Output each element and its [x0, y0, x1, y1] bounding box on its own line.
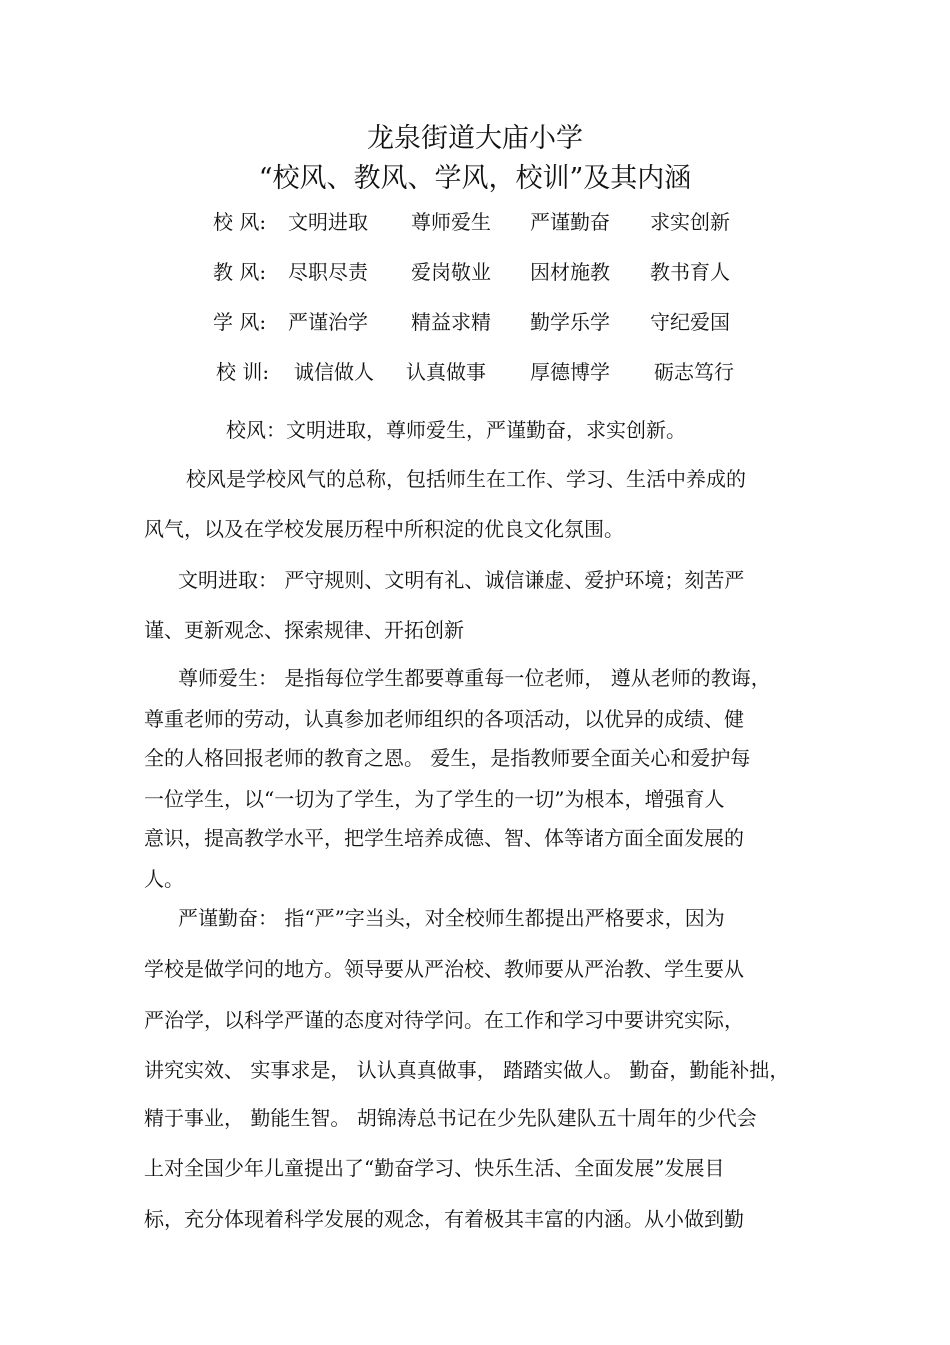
body-line: 标，充分体现着科学发展的观念，有着极其丰富的内涵。从小做到勤 [144, 1207, 744, 1231]
motto-item: 尽职尽责 [288, 260, 368, 284]
body-line: 谨、更新观念、探索规律、开拓创新 [144, 618, 464, 642]
motto-item: 严谨勤奋 [530, 210, 610, 234]
school-name-title: 龙泉街道大庙小学 [367, 123, 583, 154]
body-line: 全的人格回报老师的教育之恩。 爱生，是指教师要全面关心和爱护每 [144, 746, 751, 770]
motto-item: 守纪爱国 [650, 310, 730, 334]
motto-item: 文明进取 [288, 210, 368, 234]
body-line: 校风是学校风气的总称，包括师生在工作、学习、生活中养成的 [186, 467, 746, 491]
motto-item: 因材施教 [530, 260, 610, 284]
body-line: 严谨勤奋： 指“严”字当头，对全校师生都提出严格要求，因为 [178, 906, 725, 930]
body-line: 严治学，以科学严谨的态度对待学问。在工作和学习中要讲究实际， [144, 1008, 744, 1032]
motto-label: 教 风: [213, 260, 267, 284]
motto-label: 学 风: [213, 310, 267, 334]
motto-item: 尊师爱生 [411, 210, 491, 234]
motto-label: 校 训: [216, 360, 270, 384]
motto-item: 诚信做人 [294, 360, 374, 384]
body-line: 学校是做学问的地方。领导要从严治校、教师要从严治教、学生要从 [144, 957, 744, 981]
body-line: 讲究实效、 实事求是， 认认真真做事， 踏踏实做人。 勤奋，勤能补拙， [144, 1058, 790, 1082]
motto-item: 厚德博学 [530, 360, 610, 384]
summary-line: 校风：文明进取，尊师爱生，严谨勤奋，求实创新。 [226, 418, 686, 442]
body-line: 风气，以及在学校发展历程中所积淀的优良文化氛围。 [144, 517, 624, 541]
motto-item: 精益求精 [411, 310, 491, 334]
motto-label: 校 风: [213, 210, 267, 234]
motto-item: 教书育人 [650, 260, 730, 284]
body-line: 意识，提高教学水平，把学生培养成德、智、体等诸方面全面发展的 [144, 826, 744, 850]
motto-item: 勤学乐学 [530, 310, 610, 334]
body-line: 尊重老师的劳动，认真参加老师组织的各项活动，以优异的成绩、健 [144, 707, 744, 731]
body-line: 上对全国少年儿童提出了“勤奋学习、快乐生活、全面发展”发展目 [144, 1156, 725, 1180]
motto-item: 爱岗敬业 [411, 260, 491, 284]
body-line: 文明进取： 严守规则、文明有礼、诚信谦虚、爱护环境；刻苦严 [178, 568, 745, 592]
motto-item: 求实创新 [650, 210, 730, 234]
body-line: 精于事业， 勤能生智。 胡锦涛总书记在少先队建队五十周年的少代会 [144, 1106, 757, 1130]
body-line: 一位学生，以“一切为了学生，为了学生的一切”为根本，增强育人 [144, 787, 725, 811]
motto-item: 认真做事 [406, 360, 486, 384]
motto-item: 砺志笃行 [654, 360, 734, 384]
body-line: 尊师爱生： 是指每位学生都要尊重每一位老师， 遵从老师的教诲， [178, 666, 771, 690]
document-subtitle: “校风、教风、学风，校训”及其内涵 [258, 163, 692, 194]
motto-item: 严谨治学 [288, 310, 368, 334]
body-line: 人。 [144, 867, 184, 891]
